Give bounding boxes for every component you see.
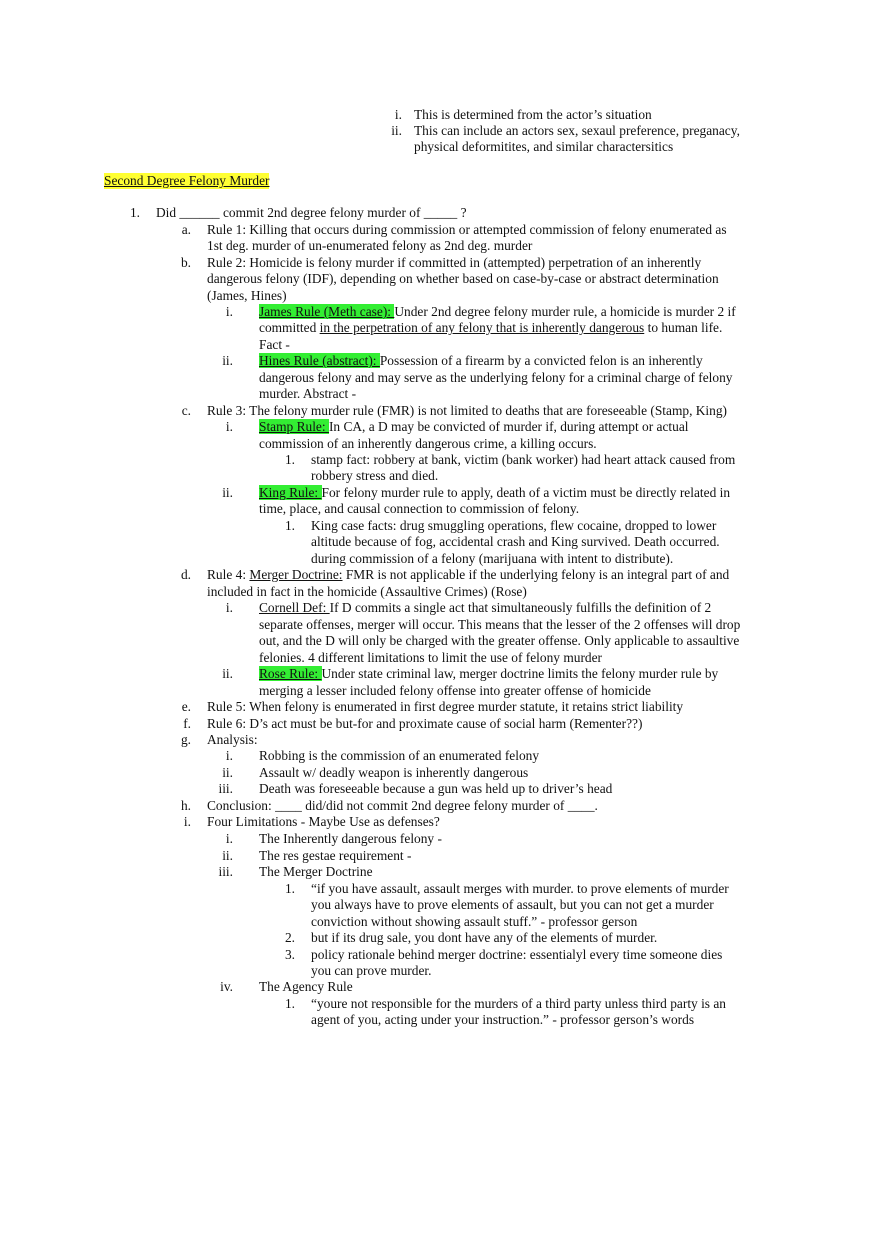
- note-text: “if you have assault, assault merges with murder. to prove elements of murder: [311, 881, 729, 896]
- fact-text: altitude because of fog, accidental crash and King survived. Death occurred.: [311, 534, 720, 549]
- rule-text: merging a lesser included felony offense into greater offense of homicide: [259, 683, 651, 698]
- limitation-text: The Merger Doctrine: [259, 864, 373, 879]
- list-marker: ii.: [222, 353, 233, 368]
- list-marker: 1.: [284, 518, 295, 533]
- conclusion-text: Conclusion: ____ did/did not commit 2nd degree felony murder of ____.: [207, 798, 598, 813]
- limitations-heading: Four Limitations - Maybe Use as defenses?: [207, 814, 440, 829]
- list-marker: d.: [180, 567, 191, 582]
- rule-text: Rule 6: D’s act must be but-for and proximate cause of social harm (Rementer??): [207, 716, 643, 731]
- list-marker: g.: [180, 732, 191, 747]
- question-text: Did ______ commit 2nd degree felony murder of _____ ?: [156, 205, 467, 220]
- rule-text: included in fact in the homicide (Assaultive Crimes) (Rose): [207, 584, 527, 599]
- note-text: “youre not responsible for the murders of a third party unless third party is an: [311, 996, 727, 1011]
- rule-text: Rule 2: Homicide is felony murder if committed in (attempted) perpetration of an inherently: [207, 255, 702, 270]
- note-text: policy rationale behind merger doctrine: essentialyl every time someone dies: [311, 947, 723, 962]
- rule-text: Cornell Def: If D commits a single act that simultaneously fulfills the definition of 2: [259, 600, 712, 615]
- note-text: but if its drug sale, you dont have any of the elements of murder.: [311, 930, 658, 945]
- list-marker: e.: [181, 699, 191, 714]
- list-marker: 3.: [284, 947, 295, 962]
- list-item-text: physical deformitites, and similar charactersitics: [414, 139, 674, 154]
- list-marker: ii.: [222, 485, 233, 500]
- limitation-text: The Inherently dangerous felony -: [259, 831, 442, 846]
- list-marker: i.: [225, 600, 233, 615]
- note-text: you can prove murder.: [311, 963, 432, 978]
- fact-text: stamp fact: robbery at bank, victim (bank worker) had heart attack caused from: [311, 452, 736, 467]
- analysis-text: Death was foreseeable because a gun was held up to driver’s head: [259, 781, 613, 796]
- rule-text: dangerous felony and may serve as the underlying felony for a criminal charge of felony: [259, 370, 733, 385]
- case-highlight: Stamp Rule:: [259, 419, 329, 434]
- rule-text: King Rule: For felony murder rule to apply, death of a victim must be directly related in: [259, 485, 731, 500]
- rule-text: commission of an inherently dangerous crime, a killing occurs.: [259, 436, 597, 451]
- rule-text: committed in the perpetration of any felony that is inherently dangerous to human life.: [259, 320, 723, 335]
- analysis-text: Robbing is the commission of an enumerated felony: [259, 748, 540, 763]
- list-marker: i.: [183, 814, 191, 829]
- list-marker: ii.: [222, 848, 233, 863]
- list-marker: iv.: [220, 979, 233, 994]
- case-highlight: King Rule:: [259, 485, 322, 500]
- list-marker: h.: [180, 798, 191, 813]
- rule-text: felonies. 4 different limitations to limit the use of felony murder: [259, 650, 602, 665]
- rule-text: (James, Hines): [207, 288, 287, 303]
- note-text: conviction without showing assault stuff.” - professor gerson: [311, 914, 638, 929]
- list-item-text: This can include an actors sex, sexaul preference, preganacy,: [414, 123, 740, 138]
- limitation-text: The res gestae requirement -: [259, 848, 412, 863]
- list-marker: 1.: [129, 205, 140, 220]
- analysis-heading: Analysis:: [207, 732, 258, 747]
- rule-text: murder. Abstract -: [259, 386, 357, 401]
- list-marker: ii.: [222, 765, 233, 780]
- rule-text: Rule 1: Killing that occurs during commission or attempted commission of felony enumerated as: [207, 222, 727, 237]
- fact-text: robbery stress and died.: [311, 468, 439, 483]
- rule-text: out, and the D will only be charged with the greater offense. Only applicable to assaultive: [259, 633, 740, 648]
- rule-text: Rose Rule: Under state criminal law, merger doctrine limits the felony murder rule by: [259, 666, 719, 681]
- list-marker: iii.: [218, 781, 233, 796]
- list-item-text: This is determined from the actor’s situation: [414, 107, 652, 122]
- list-marker: c.: [181, 403, 191, 418]
- analysis-text: Assault w/ deadly weapon is inherently dangerous: [259, 765, 529, 780]
- case-highlight: Rose Rule:: [259, 666, 322, 681]
- rule-text: dangerous felony (IDF), depending on whether based on case-by-case or abstract determination: [207, 271, 719, 286]
- section-heading: Second Degree Felony Murder: [104, 173, 270, 188]
- list-marker: 2.: [284, 930, 295, 945]
- case-highlight: James Rule (Meth case):: [259, 304, 395, 319]
- list-marker: i.: [225, 419, 233, 434]
- list-marker: i.: [394, 107, 402, 122]
- list-marker: iii.: [218, 864, 233, 879]
- note-text: you always have to prove elements of assault, but you can not get a murder: [311, 897, 714, 912]
- rule-text: Hines Rule (abstract): Possession of a firearm by a convicted felon is an inherently: [259, 353, 703, 368]
- list-marker: 1.: [284, 996, 295, 1011]
- rule-text: James Rule (Meth case): Under 2nd degree felony murder rule, a homicide is murder 2 if: [259, 304, 736, 319]
- limitation-text: The Agency Rule: [259, 979, 353, 994]
- list-marker: f.: [183, 716, 191, 731]
- rule-text: Rule 4: Merger Doctrine: FMR is not applicable if the underlying felony is an integral part of and: [207, 567, 730, 582]
- list-marker: a.: [181, 222, 191, 237]
- rule-text: Rule 3: The felony murder rule (FMR) is not limited to deaths that are foreseeable (Stamp, King): [207, 403, 727, 418]
- list-marker: ii.: [222, 666, 233, 681]
- fact-text: during commission of a felony (marijuana with intent to distribute).: [311, 551, 674, 566]
- case-highlight: Hines Rule (abstract):: [259, 353, 380, 368]
- list-marker: i.: [225, 304, 233, 319]
- list-marker: b.: [180, 255, 191, 270]
- list-marker: i.: [225, 831, 233, 846]
- list-marker: ii.: [391, 123, 402, 138]
- rule-text: Stamp Rule: In CA, a D may be convicted of murder if, during attempt or actual: [259, 419, 689, 434]
- fact-text: King case facts: drug smuggling operations, flew cocaine, dropped to lower: [311, 518, 717, 533]
- note-text: agent of you, acting under your instruction.” - professor gerson’s words: [311, 1012, 695, 1027]
- list-marker: i.: [225, 748, 233, 763]
- rule-text: Fact -: [259, 337, 290, 352]
- list-marker: 1.: [284, 452, 295, 467]
- list-marker: 1.: [284, 881, 295, 896]
- rule-text: time, place, and causal connection to commission of felony.: [259, 501, 580, 516]
- rule-text: Rule 5: When felony is enumerated in first degree murder statute, it retains strict liability: [207, 699, 684, 714]
- rule-text: 1st deg. murder of un-enumerated felony as 2nd deg. murder: [207, 238, 533, 253]
- rule-text: separate offenses, merger will occur. This means that the lesser of the 2 offenses will drop: [259, 617, 741, 632]
